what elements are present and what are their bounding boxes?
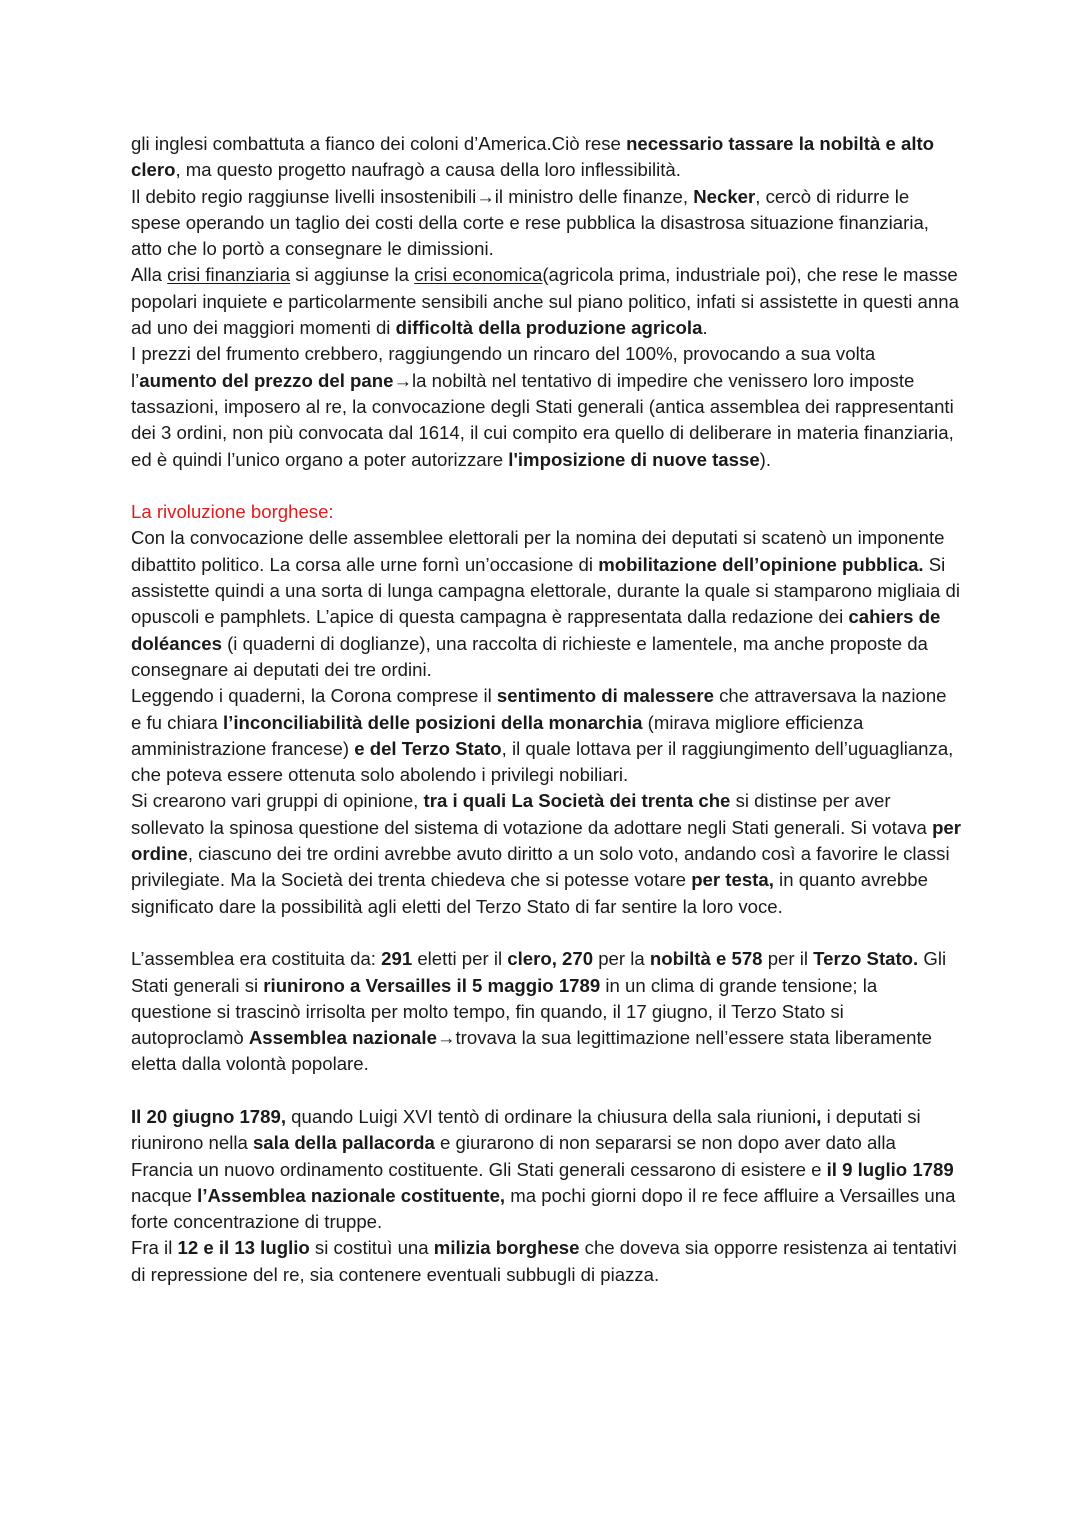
text-run: nacque	[131, 1184, 198, 1206]
bold-text: Terzo Stato.	[813, 948, 919, 970]
text-run: Fra il	[131, 1237, 178, 1259]
text-run: (mirava migliore efficienza amministrazione francese)	[131, 711, 864, 759]
text-run: per il	[762, 948, 814, 970]
paragraph	[131, 683, 961, 788]
bold-text: l'imposizione di nuove tasse	[508, 448, 760, 470]
paragraph-gap	[131, 473, 961, 499]
bold-text: milizia borghese	[433, 1237, 580, 1259]
text-run: ).	[759, 448, 772, 470]
paragraph-gap	[131, 920, 961, 946]
text-run: si aggiunse la	[290, 264, 415, 286]
text-run: , cercò di ridurre le spese operando un taglio dei costi della corte e rese pubblica la disastrosa situazione finanziaria, atto che lo portò a consegnare le dimissioni.	[131, 185, 929, 260]
bold-text: nobiltà e 578	[649, 948, 763, 970]
text-run: Con la convocazione delle assemblee elettorali per la nomina dei deputati si scatenò un imponente dibattito politico. La corsa alle urne fornì un’occasione di	[131, 527, 945, 575]
text-run: →la nobiltà nel tentativo di impedire che venissero loro imposte tassazioni, imposero al re, la convocazione degli Stati generali (antica assemblea dei rappresentanti dei 3 ordini, non più convocata dal 1614, il cui compito era quello di deliberare in materia finanziaria, ed è quindi l’unico organo a poter autorizzare	[131, 369, 954, 470]
bold-text: aumento del prezzo del pane	[139, 369, 394, 391]
text-run: Il debito regio raggiunse livelli insostenibili→il ministro delle finanze,	[131, 185, 694, 207]
text-run: La rivoluzione borghese:	[131, 501, 334, 523]
section-heading	[131, 499, 961, 525]
bold-text: il 9 luglio 1789	[826, 1158, 954, 1180]
text-run: Gli Stati generali si	[131, 948, 947, 996]
text-run: Alla	[131, 264, 168, 286]
text-run: che doveva sia opporre resistenza ai tentativi di repressione del re, sia contenere eventuali subbugli di piazza.	[131, 1237, 957, 1285]
bold-text: clero, 270	[507, 948, 594, 970]
text-run: in un clima di grande tensione; la questione si trascinò irrisolta per molto tempo, fin quando, il 17 giugno, il Terzo Stato si autoproclamò	[131, 974, 878, 1049]
paragraph	[131, 131, 961, 184]
bold-text: Necker	[693, 185, 756, 207]
text-run: si distinse per aver sollevato la spinosa questione del sistema di votazione da adottare negli Stati generali. Si votava	[131, 790, 933, 838]
text-run: , ma questo progetto naufragò a causa della loro inflessibilità.	[175, 159, 681, 181]
text-run: e giurarono di non separarsi se non dopo aver dato alla Francia un nuovo ordinamento costituente. Gli Stati generali cessarono di esistere e	[131, 1132, 896, 1180]
text-run: (agricola prima, industriale poi), che rese le masse popolari inquiete e particolarmente sensibili anche sul piano politico, infati si assistette in questi anna ad uno dei maggiori momenti di	[131, 264, 959, 339]
paragraph	[131, 184, 961, 263]
text-run: Si assistette quindi a una sorta di lunga campagna elettorale, durante la quale si stamparono migliaia di opuscoli e pamphlets. L’apice di questa campagna è rappresentata dalla redazione dei	[131, 553, 960, 628]
bold-text: per testa,	[691, 869, 774, 891]
text-run: Leggendo i quaderni, la Corona comprese il	[131, 685, 497, 707]
text-run: per la	[593, 948, 650, 970]
paragraph	[131, 525, 961, 683]
text-run: .	[702, 317, 708, 339]
bold-text: necessario tassare la nobiltà e alto clero	[131, 133, 935, 181]
bold-text: l’inconciliabilità delle posizioni della monarchia	[223, 711, 643, 733]
underlined-text: crisi economica	[414, 264, 543, 286]
text-run: , il quale lottava per il raggiungimento dell’uguaglianza, che poteva essere ottenuta solo abolendo i privilegi nobiliari.	[131, 737, 954, 786]
text-run: L’assemblea era costituita da:	[131, 948, 382, 970]
bold-text: per ordine	[131, 816, 961, 865]
bold-text: mobilitazione dell’opinione pubblica.	[598, 553, 924, 575]
bold-text: e del Terzo Stato	[354, 737, 502, 759]
bold-text: 291	[381, 948, 413, 970]
text-run: gli inglesi combattuta a fianco dei coloni d’America.Ciò rese	[131, 133, 627, 154]
paragraph-gap	[131, 1078, 961, 1104]
text-run: I prezzi del frumento crebbero, raggiungendo un rincaro del 100%, provocando a sua volta l’	[131, 343, 876, 391]
text-run: si costituì una	[309, 1237, 434, 1259]
text-run: (i quaderni di doglianze), una raccolta di richieste e lamentele, ma anche proposte da consegnare ai deputati dei tre ordini.	[131, 632, 928, 680]
text-run: →trovava la sua legittimazione nell’essere stata liberamente eletta dalla volontà popolare.	[131, 1027, 932, 1075]
text-run: , ciascuno dei tre ordini avrebbe avuto diritto a un solo voto, andando così a favorire le classi privilegiate. Ma la Società dei trenta chiedeva che si potesse votare	[131, 843, 950, 891]
paragraph	[131, 1104, 961, 1235]
bold-text: difficoltà della produzione agricola	[395, 317, 703, 339]
paragraph	[131, 946, 961, 1077]
text-run: in quanto avrebbe significato dare la possibilità agli eletti del Terzo Stato di far sentire la loro voce.	[131, 869, 928, 917]
text-run: che attraversava la nazione e fu chiara	[131, 685, 947, 733]
text-run: Si crearono vari gruppi di opinione,	[131, 790, 424, 812]
bold-text: l’Assemblea nazionale costituente,	[197, 1184, 506, 1206]
paragraph	[131, 1235, 961, 1288]
paragraph	[131, 788, 961, 919]
text-run: quando Luigi XVI tentò di ordinare la chiusura della sala riunioni	[286, 1105, 817, 1127]
document-page	[131, 131, 961, 1288]
text-run: ma pochi giorni dopo il re fece affluire a Versailles una forte concentrazione di truppe.	[131, 1184, 956, 1233]
bold-text: cahiers de doléances	[131, 606, 941, 654]
text-run: i deputati si riunirono nella	[131, 1105, 921, 1154]
bold-text: tra i quali La Società dei trenta che	[423, 790, 731, 812]
underlined-text: crisi finanziaria	[167, 264, 291, 286]
bold-text: riunirono a Versailles il 5 maggio 1789	[263, 974, 601, 996]
paragraph	[131, 341, 961, 472]
text-run: eletti per il	[412, 948, 508, 970]
paragraph	[131, 262, 961, 341]
bold-text: sala della pallacorda	[252, 1132, 435, 1154]
bold-text: Il 20 giugno 1789,	[131, 1105, 286, 1127]
bold-text: Assemblea nazionale	[248, 1027, 437, 1049]
bold-text: sentimento di malessere	[496, 685, 714, 707]
bold-text: ,	[816, 1105, 822, 1127]
bold-text: 12 e il 13 luglio	[177, 1237, 310, 1259]
